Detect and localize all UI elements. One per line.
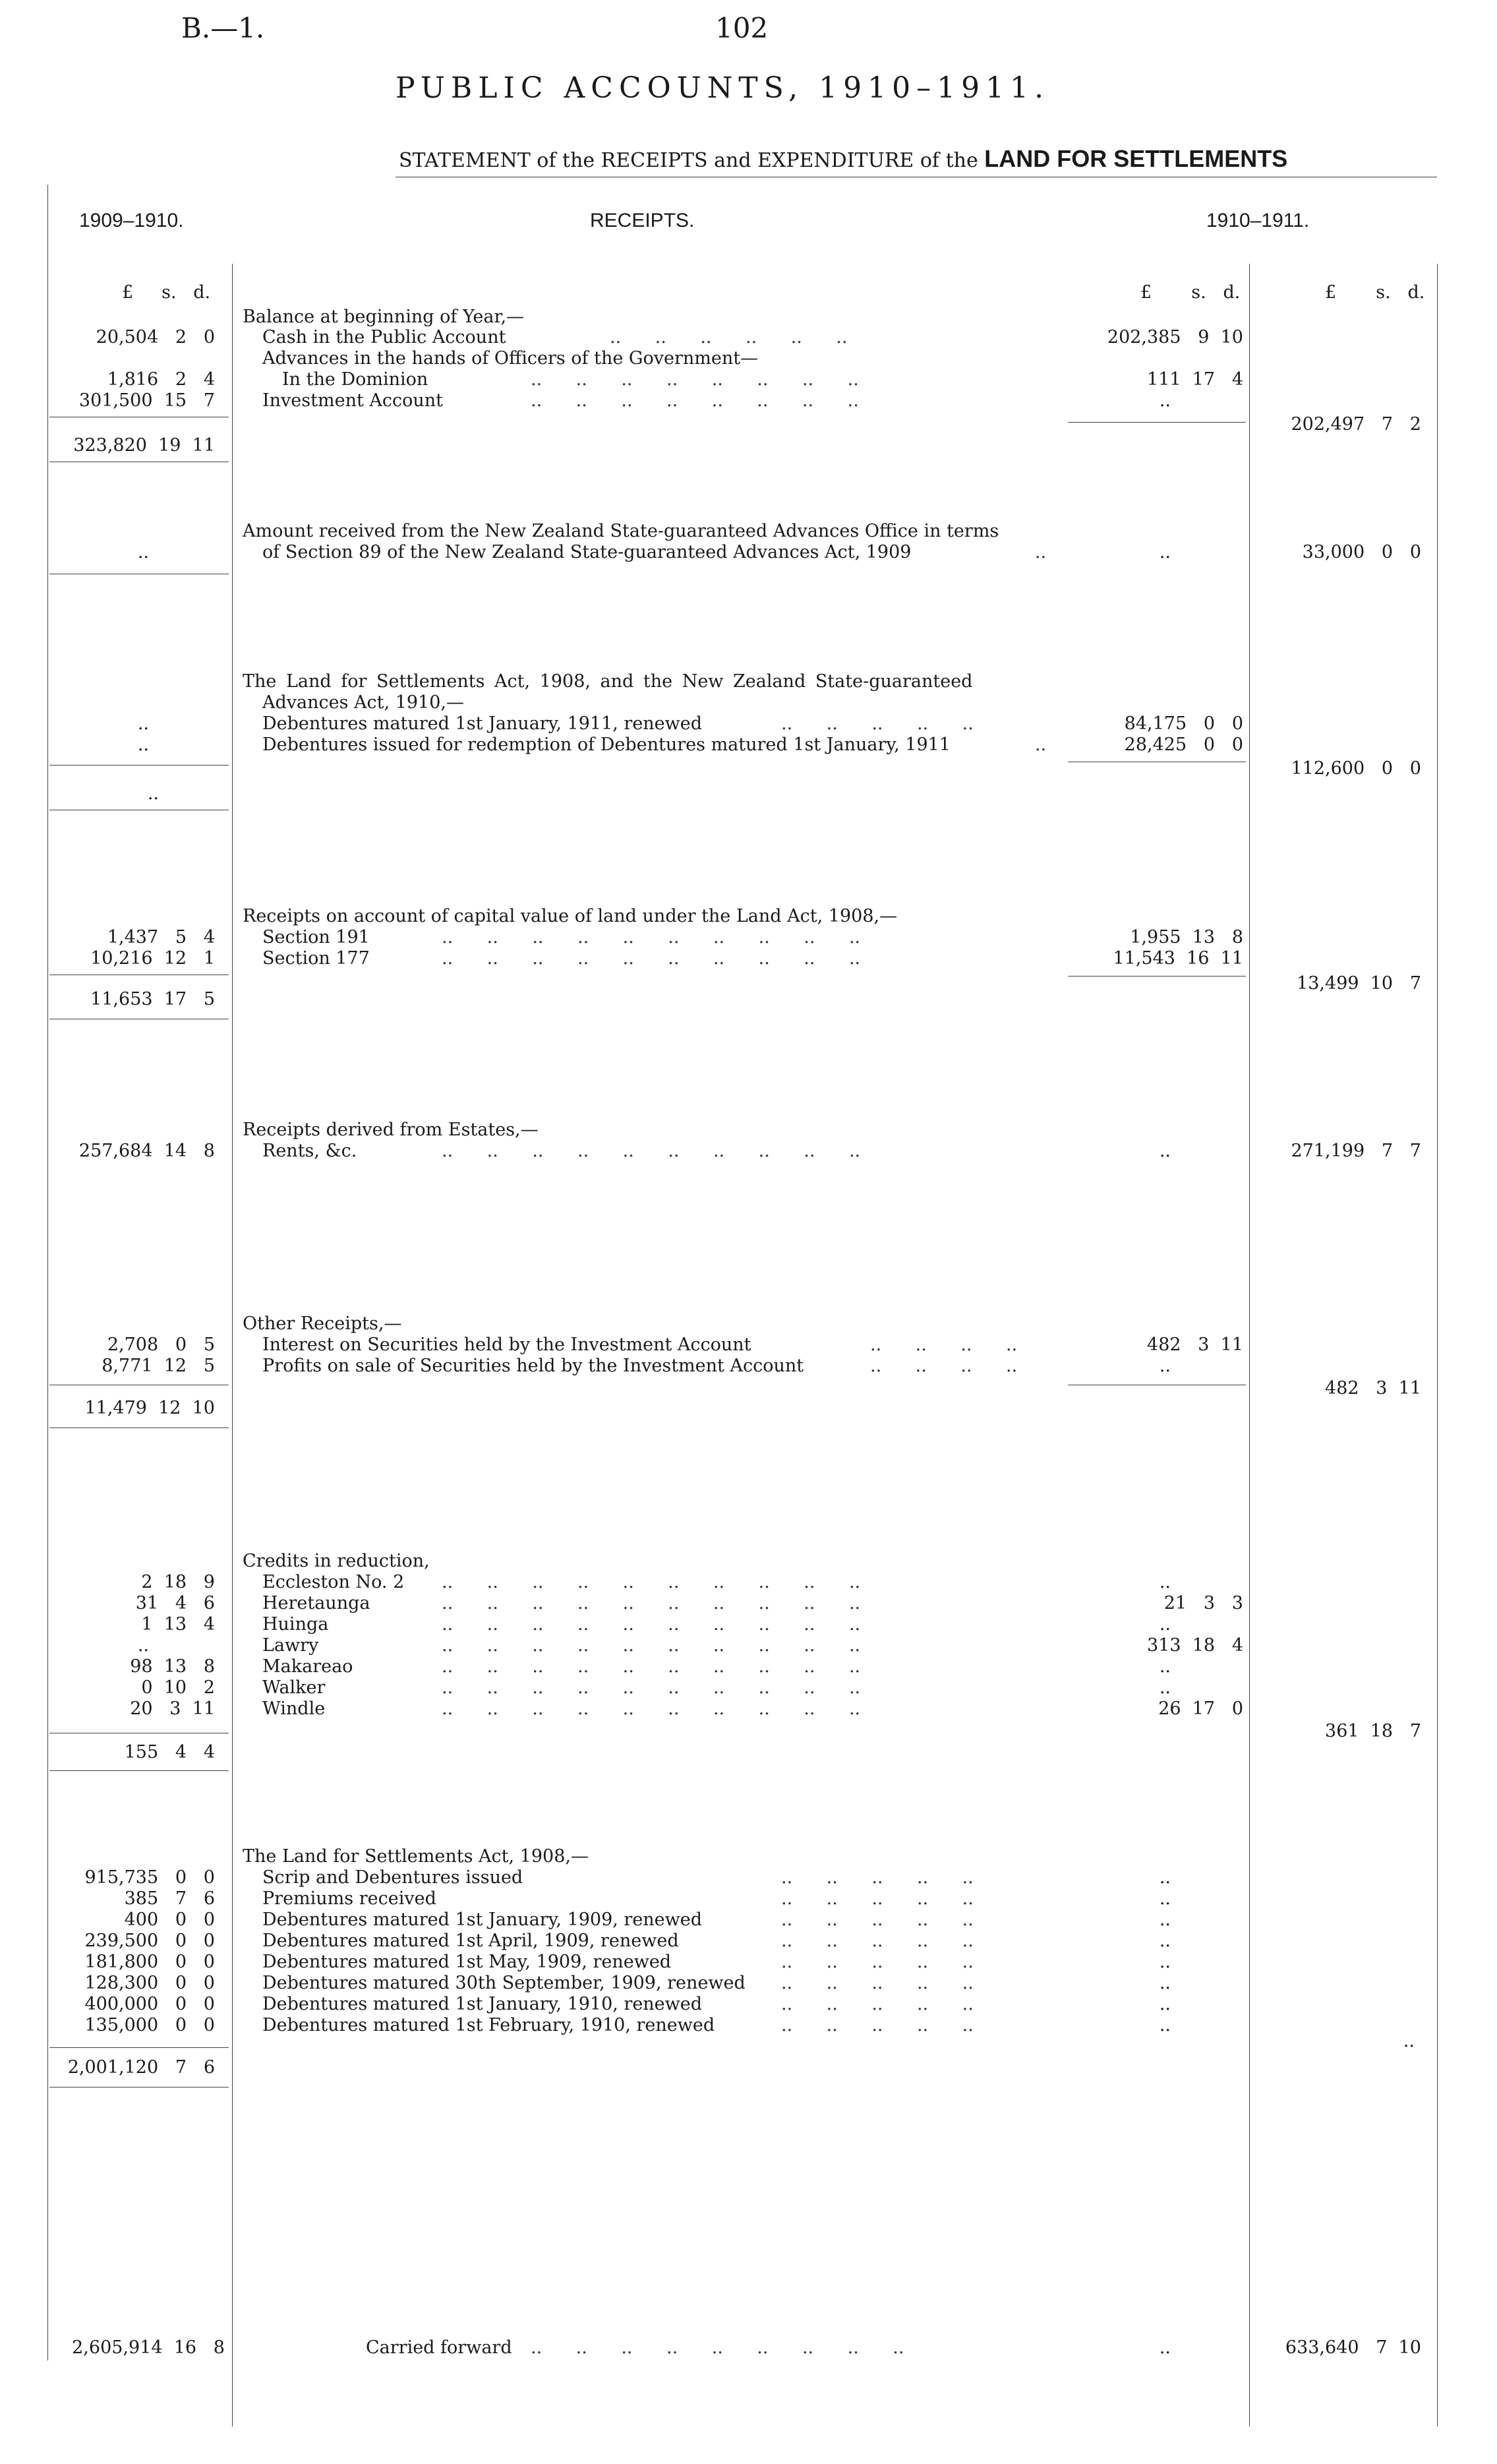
statement-bold: LAND FOR SETTLEMENTS [984,145,1288,172]
mid-value: 84,175 0 0 [1124,713,1243,734]
leader-dots: .. .. .. .. [870,1335,1018,1355]
prev-value: 8,771 12 5 [102,1356,215,1376]
other-profits: Profits on sale of Securities held by the Investment Account [262,1356,804,1376]
subtotal-rule [1068,422,1246,423]
advances-office-line2: of Section 89 of the New Zealand State-guaranteed Advances Act, 1909 [262,542,912,562]
row-label: Windle [262,1698,326,1719]
mid-value: .. [1159,1656,1171,1677]
section-total: 633,640 7 10 [1285,2337,1421,2358]
prev-value: 1 13 4 [141,1614,215,1635]
credits-heading: Credits in reduction, [243,1551,430,1571]
page-number: 102 [715,12,769,44]
estates-rents: Rents, &c. [262,1141,357,1161]
leader-dots: .. .. .. .. .. .. .. .. [531,390,859,411]
total-rule [49,1427,229,1428]
section-total: 112,600 0 0 [1291,758,1421,779]
prev-value: 257,684 14 8 [78,1141,215,1161]
prev-value: 128,300 0 0 [84,1973,215,1993]
row-label: Debentures matured 1st January, 1910, renewed [262,1994,703,2014]
estates-heading: Receipts derived from Estates,— [243,1120,539,1140]
leader-dots: .. .. .. .. .. [781,1931,974,1951]
prev-value: 400,000 0 0 [84,1994,215,2014]
prev-value: 239,500 0 0 [84,1931,215,1951]
section-total: 33,000 0 0 [1302,542,1421,562]
leader-dots: .. .. .. .. .. .. .. .. .. .. [442,1614,861,1635]
leader-dots: .. .. .. .. .. .. .. .. .. [531,2337,904,2358]
lfs1910-renewed: Debentures matured 1st January, 1911, renewed [262,713,703,734]
leader-dots: .. .. .. .. .. .. .. .. .. .. [442,1593,861,1613]
col-prev-year: 1909–1910. [79,210,184,231]
mid-value: .. [1159,2015,1171,2035]
mid-value: .. [1159,390,1171,411]
balance-cash: Cash in the Public Account [262,327,506,347]
lfs1910-issued: Debentures issued for redemption of Debentures matured 1st January, 1911 [262,735,951,755]
prev-value: 98 13 8 [130,1656,215,1677]
leader-dots: .. .. .. .. .. .. .. .. .. .. [442,1141,861,1161]
leader-dots: .. .. .. .. .. [781,1888,974,1909]
rule-mid-col [1249,264,1250,2426]
row-label: Debentures matured 1st February, 1910, renewed [262,2015,715,2035]
mid-value: 26 17 0 [1158,1698,1243,1719]
rule-left-edge [47,185,48,2360]
subtotal-rule [1068,976,1246,977]
section-total: 202,497 7 2 [1291,414,1421,435]
mid-value: .. [1159,1888,1171,1909]
capital-s177: Section 177 [262,948,370,969]
prev-total: 2,605,914 16 8 [72,2337,225,2358]
carried-label: Carried forward [366,2337,512,2358]
row-label: Debentures matured 1st April, 1909, renewed [262,1931,679,1951]
leader-dots: .. .. .. .. .. .. .. .. .. .. [442,1572,861,1592]
row-label: Walker [262,1677,326,1698]
prev-value: .. [137,542,149,562]
prev-value: 400 0 0 [124,1909,215,1930]
mid-value: 11,543 16 11 [1113,948,1243,969]
balance-dominion: In the Dominion [282,369,428,390]
mid-value: .. [1159,542,1171,562]
lfs1908-heading: The Land for Settlements Act, 1908,— [243,1846,589,1867]
prev-value: 10,216 12 1 [90,948,215,969]
mid-value: .. [1159,1952,1171,1972]
prev-value: 0 10 2 [141,1677,215,1698]
row-label: Debentures matured 1st May, 1909, renewed [262,1952,672,1972]
row-label: Debentures matured 30th September, 1909, renewed [262,1973,746,1993]
prev-value: 1,437 5 4 [107,927,215,947]
mid-value: .. [1159,2337,1171,2358]
row-label: Scrip and Debentures issued [262,1867,523,1888]
prev-value: 20 3 11 [130,1698,215,1719]
leader-dots: .. .. .. .. .. [781,2015,974,2035]
mid-value: .. [1159,1677,1171,1698]
mid-value: .. [1159,1867,1171,1888]
leader-dots: .. .. .. .. .. .. .. .. .. .. [442,1677,861,1698]
page-title: PUBLIC ACCOUNTS, 1910–1911. [396,71,1050,105]
leader-dots: .. .. .. .. .. .. .. .. .. .. [442,1635,861,1656]
balance-investment: Investment Account [262,390,444,411]
total-rule [49,1770,229,1771]
mid-value: .. [1159,1141,1171,1161]
leader-dots: .. .. .. .. .. .. .. .. .. .. [442,927,861,947]
row-label: Debentures matured 1st January, 1909, renewed [262,1909,703,1930]
mid-value: .. [1159,1973,1171,1993]
subtotal-rule [49,765,229,766]
mid-value: 21 3 3 [1163,1593,1243,1613]
mid-value: 482 3 11 [1147,1335,1243,1355]
leader-dots: .. .. .. .. .. .. .. .. .. .. [442,948,861,969]
lfs1910-line2: Advances Act, 1910,— [262,692,464,713]
statement-text: STATEMENT of the RECEIPTS and EXPENDITURE of the [399,149,978,172]
prev-total: 11,653 17 5 [90,989,215,1009]
advances-office-line1: Amount received from the New Zealand State-guaranteed Advances Office in terms [243,521,999,541]
mid-value: .. [1159,1614,1171,1635]
mid-value: .. [1159,1572,1171,1592]
prev-value: 20,504 2 0 [96,327,215,347]
leader-dots: .. .. .. .. [870,1356,1018,1376]
mid-value: 313 18 4 [1147,1635,1243,1656]
prev-value: 181,800 0 0 [84,1952,215,1972]
prev-value: 385 7 6 [124,1888,215,1909]
col-curr-year: 1910–1911. [1206,210,1310,231]
capital-heading: Receipts on account of capital value of land under the Land Act, 1908,— [243,906,898,926]
mid-value: .. [1159,1356,1171,1376]
mid-value: 111 17 4 [1147,369,1243,390]
prev-value: .. [137,713,149,734]
row-label: Heretaunga [262,1593,370,1613]
prev-total: .. [147,783,159,804]
row-label: Eccleston No. 2 [262,1572,405,1592]
section-total: .. [1403,2031,1415,2051]
prev-value: 2 18 9 [141,1572,215,1592]
section-total: 482 3 11 [1325,1378,1421,1398]
other-interest: Interest on Securities held by the Investment Account [262,1335,751,1355]
prev-total: 155 4 4 [124,1742,215,1762]
prev-value: 301,500 15 7 [78,390,215,411]
prev-value: 2,708 0 5 [107,1335,215,1355]
leader-dots: .. [1035,542,1047,562]
leader-dots: .. [1035,735,1047,755]
leader-dots: .. .. .. .. .. [781,713,974,734]
prev-value: 135,000 0 0 [84,2015,215,2035]
prev-total: 2,001,120 7 6 [67,2057,215,2078]
prev-value: 1,816 2 4 [107,369,215,390]
other-heading: Other Receipts,— [243,1313,402,1334]
row-label: Premiums received [262,1888,436,1909]
leader-dots: .. .. .. .. .. [781,1867,974,1888]
leader-dots: .. .. .. .. .. .. .. .. .. .. [442,1698,861,1719]
lsd-left: £ s. d. [122,282,211,303]
section-total: 13,499 10 7 [1297,973,1421,994]
row-label: Huinga [262,1614,329,1635]
subtotal-rule [49,2047,229,2048]
lsd-mid: £ s. d. [1140,282,1241,303]
mid-value: 28,425 0 0 [1124,735,1243,755]
prev-value: .. [137,1635,149,1656]
balance-advances: Advances in the hands of Officers of the Government— [262,348,759,369]
statement-heading [399,145,1287,173]
leader-dots: .. .. .. .. .. .. [610,327,848,347]
prev-total: 323,820 19 11 [73,435,215,456]
leader-dots: .. .. .. .. .. .. .. .. [531,369,859,390]
row-label: Lawry [262,1635,319,1656]
prev-total: 11,479 12 10 [84,1398,215,1418]
mid-value: .. [1159,1931,1171,1951]
capital-s191: Section 191 [262,927,370,947]
mid-value: .. [1159,1994,1171,2014]
leader-dots: .. .. .. .. .. .. .. .. .. .. [442,1656,861,1677]
lfs1910-line1: The Land for Settlements Act, 1908, and the New Zealand State-guaranteed [243,671,973,692]
leader-dots: .. .. .. .. .. [781,1952,974,1972]
balance-heading: Balance at beginning of Year,— [243,307,525,327]
mid-value: 1,955 13 8 [1130,927,1243,947]
leader-dots: .. .. .. .. .. [781,1973,974,1993]
section-total: 361 18 7 [1325,1721,1421,1741]
section-total: 271,199 7 7 [1291,1141,1421,1161]
lsd-right: £ s. d. [1325,282,1425,303]
prev-value: .. [137,735,149,755]
mid-value: .. [1159,1909,1171,1930]
rule-right-edge [1437,264,1438,2426]
rule-prev-col [232,264,233,2426]
document-reference: B.—1. [181,12,265,44]
leader-dots: .. .. .. .. .. [781,1909,974,1930]
prev-value: 915,735 0 0 [84,1867,215,1888]
leader-dots: .. .. .. .. .. [781,1994,974,2014]
total-rule [49,2087,229,2088]
mid-value: 202,385 9 10 [1107,327,1243,347]
col-receipts: RECEIPTS. [590,210,695,231]
prev-value: 31 4 6 [135,1593,215,1613]
row-label: Makareao [262,1656,353,1677]
